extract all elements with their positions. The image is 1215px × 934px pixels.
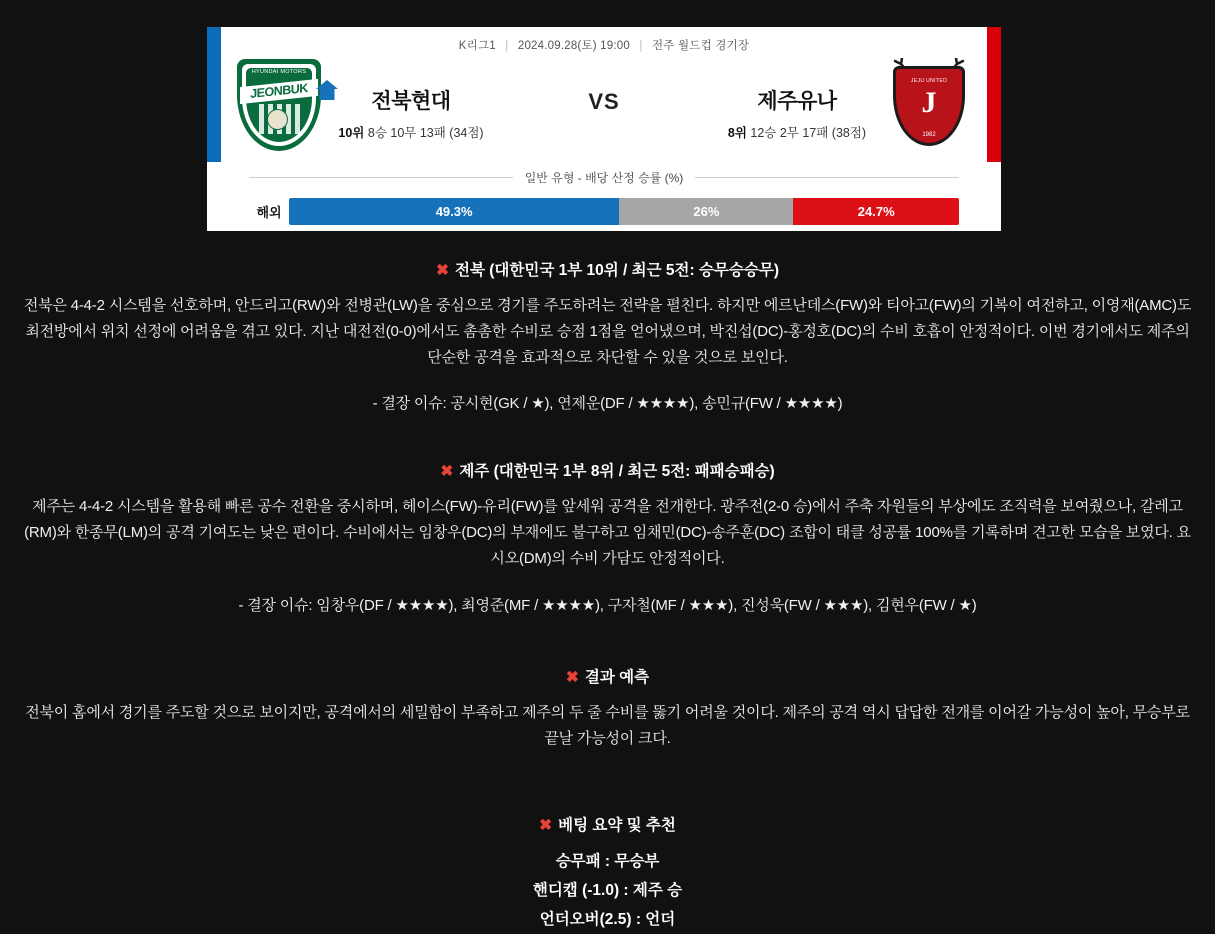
home-key-issue: - 결장 이슈: 공시현(GK / ★), 연제운(DF / ★★★★), 송민규(FW / ★★★★) <box>372 395 843 413</box>
odds-divider-left <box>249 177 513 178</box>
prediction-heading <box>18 665 1197 687</box>
odds-title-row <box>249 169 959 186</box>
prediction-heading-text: 결과 예측 <box>584 668 650 686</box>
home-analysis-body: 전북은 4-4-2 시스템을 선호하며, 안드리고(RW)와 전병관(LW)을 중심으로 경기를 주도하려는 전략을 펼친다. 하지만 에르난데스(FW)와 티아고(FW)의 기복이 여전하고, 이영재(AMC)도 최전방에서 위치 선정에 어려움을 겪고 있다. 지난 대전전(0-0)에서도 촘촘한 수비로 승점 1점을 얻어냈으며, 박진섭(DC)-홍정호(DC)의 수비 호흡이 안정적이다. 이번 경기에서도 제주의 단순한 공격을 효과적으로 차단할 수 있을 것으로 보인다. <box>23 297 1192 366</box>
odds-title: 일반 유형 - 배당 산정 승률 (%) <box>524 171 684 185</box>
home-analysis-block <box>18 258 1197 413</box>
away-crest-main-text: J <box>921 86 937 119</box>
away-crest-year: 1982 <box>922 132 936 138</box>
home-team-record-detail: 8승 10무 13패 (34점) <box>367 126 484 140</box>
away-team-rank: 8위 <box>727 126 747 140</box>
match-card-content <box>221 27 987 231</box>
home-team-record <box>331 123 491 141</box>
home-icon <box>315 79 339 101</box>
match-venue: 전주 월드컵 경기장 <box>651 40 750 52</box>
odds-bar-row <box>249 198 959 225</box>
match-datetime: 2024.09.28(토) 19:00 <box>517 40 630 52</box>
away-team-text <box>717 55 877 141</box>
odds-probability-bar <box>289 198 959 225</box>
betting-heading <box>18 813 1197 835</box>
betting-heading-text: 베팅 요약 및 추천 <box>558 817 676 835</box>
match-summary-card <box>207 27 1001 231</box>
match-meta <box>221 27 987 53</box>
odds-home-segment: 49.3% <box>289 198 619 225</box>
x-mark-icon: ✖ <box>539 817 553 835</box>
away-crest-top-text: JEJU UNITED <box>910 78 948 84</box>
away-accent-bar <box>987 27 1001 162</box>
away-crest-wrap <box>877 55 981 155</box>
home-analysis-heading <box>18 258 1197 280</box>
odds-divider-right <box>695 177 959 178</box>
away-team-block <box>711 55 981 155</box>
away-team-record-detail: 12승 2무 17패 (38점) <box>750 126 867 140</box>
away-team-name: 제주유나 <box>757 90 837 113</box>
x-mark-icon: ✖ <box>440 463 454 481</box>
jeonbuk-crest-icon <box>237 59 321 151</box>
betting-line: 승무패 : 무승부 <box>555 853 660 871</box>
away-key-issue: - 결장 이슈: 임창우(DF / ★★★★), 최영준(MF / ★★★★), 구자철(MF / ★★★), 진성욱(FW / ★★★), 김현우(FW / ★) <box>238 596 977 614</box>
x-mark-icon: ✖ <box>565 668 579 686</box>
away-team-record <box>717 123 877 141</box>
odds-draw-segment: 26% <box>619 198 793 225</box>
betting-line: 핸디캡 (-1.0) : 제주 승 <box>532 882 683 900</box>
odds-away-segment: 24.7% <box>793 198 958 225</box>
away-analysis-body: 제주는 4-4-2 시스템을 활용해 빠른 공수 전환을 중시하며, 헤이스(FW)-유리(FW)를 앞세워 공격을 전개한다. 광주전(2-0 승)에서 주축 자원들의 부상에도 조직력을 보여줬으나, 갈레고(RM)와 한종무(LM)의 공격 기여도는 낮은 편이다. 수비에서는 임창우(DC)의 부재에도 불구하고 임채민(DC)-송주훈(DC) 조합이 태클 성공률 100%를 기록하며 견고한 모습을 보였다. 요시오(DM)의 수비 가담도 안정적이다. <box>24 498 1191 567</box>
prediction-block <box>18 665 1197 752</box>
teams-row <box>221 55 987 163</box>
betting-line: 언더오버(2.5) : 언더 <box>539 910 676 928</box>
home-analysis-heading-text: 전북 (대한민국 1부 10위 / 최근 5전: 승무승승무) <box>455 262 779 279</box>
home-team-text <box>331 55 491 141</box>
prediction-body: 전북이 홈에서 경기를 주도할 것으로 보이지만, 공격에서의 세밀함이 부족하고 제주의 두 줄 수비를 뚫기 어려울 것이다. 제주의 공격 역시 답답한 전개를 이어갈 가능성이 높아, 무승부로 끝날 가능성이 크다. <box>25 703 1190 747</box>
home-team-block <box>227 55 497 155</box>
away-analysis-heading <box>18 459 1197 481</box>
away-analysis-block <box>18 459 1197 614</box>
jeju-crest-icon <box>889 58 969 152</box>
football-icon <box>267 109 288 130</box>
home-team-rank: 10위 <box>338 126 365 140</box>
meta-separator-2: | <box>639 40 643 52</box>
analysis-section <box>0 258 1215 934</box>
league-name: K리그1 <box>458 40 496 52</box>
home-crest-wrap <box>227 55 331 155</box>
home-team-name: 전북현대 <box>371 90 451 113</box>
away-analysis-heading-text: 제주 (대한민국 1부 8위 / 최근 5전: 패패승패승) <box>459 463 775 481</box>
betting-block <box>18 813 1197 934</box>
x-mark-icon: ✖ <box>436 262 449 279</box>
home-crest-top-text: HYUNDAI MOTORS <box>251 69 307 75</box>
meta-separator-1: | <box>505 40 509 52</box>
home-crest-main-text: JEONBUK <box>250 80 308 102</box>
odds-source-label: 해외 <box>256 205 282 220</box>
home-accent-bar <box>207 27 221 162</box>
vs-label: VS <box>588 89 620 114</box>
